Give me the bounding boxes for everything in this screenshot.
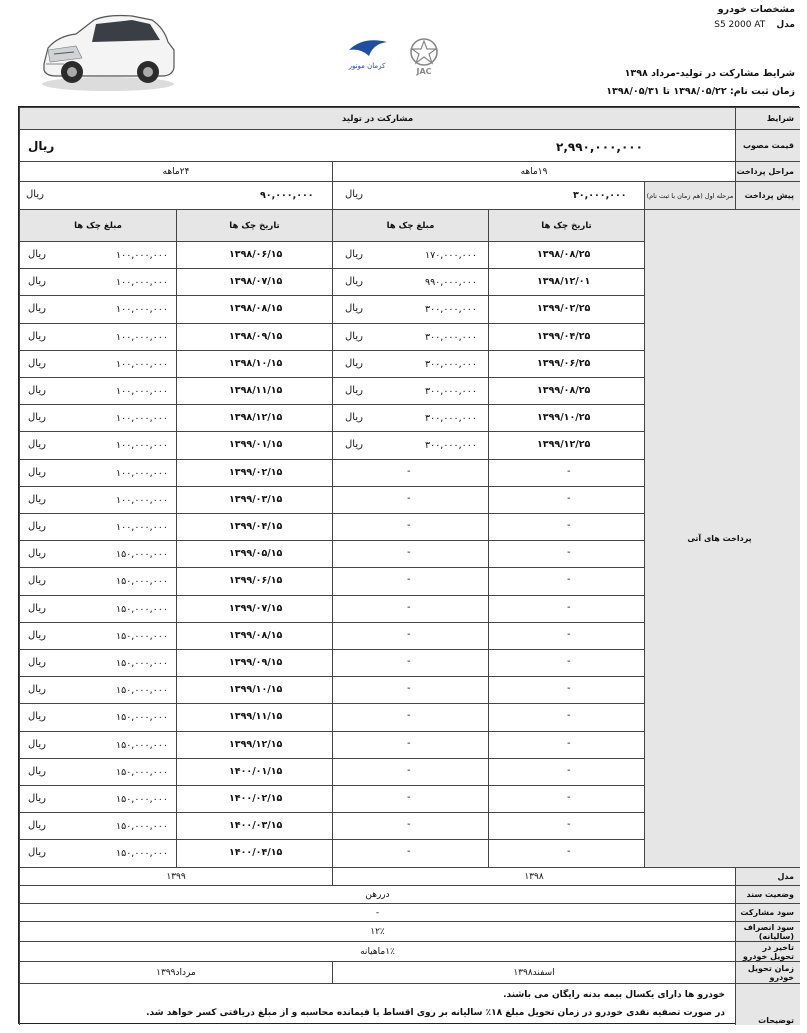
- plan24-date-cell: [176, 486, 332, 513]
- kerman-motor-logo: [343, 34, 391, 74]
- plan19-date-cell: [488, 731, 644, 758]
- delay-label: تاخیر در تحویل خودرو: [735, 941, 800, 961]
- plan24-date: ۱۳۹۹/۰۹/۱۵: [229, 657, 283, 668]
- plan19-date-dash: -: [567, 792, 571, 803]
- plan19-amount-cell: [332, 295, 488, 322]
- approved-price-label: قیمت مصوب: [735, 129, 800, 161]
- plan19-amount-dash: -: [407, 574, 411, 586]
- plan24-currency: ریال: [28, 847, 46, 859]
- plan24-date-cell: [176, 595, 332, 622]
- model-year-label: مدل: [735, 867, 800, 885]
- plan24-amount: ۱۵۰,۰۰۰,۰۰۰: [116, 739, 168, 751]
- plan19-currency: ریال: [345, 276, 363, 288]
- plan19-amount-cell: [332, 731, 488, 758]
- plan19-amount-dash: -: [407, 792, 411, 803]
- plan24-date-cell: [176, 731, 332, 758]
- first-stage-label: مرحله اول (هم زمان با ثبت نام): [644, 181, 735, 209]
- plan19-amount: ۳۰۰,۰۰۰,۰۰۰: [425, 413, 477, 425]
- plan24-currency: ریال: [28, 602, 46, 614]
- kerman-logo-text: کرمان موتور: [348, 62, 386, 70]
- plan24-date-cell: [176, 459, 332, 486]
- plan19-amount-cell: [332, 758, 488, 785]
- plan24-amount-cell: [19, 676, 176, 703]
- plan24-date: ۱۳۹۸/۱۰/۱۵: [229, 357, 283, 369]
- plan24-amount-cell: [19, 595, 176, 622]
- plan19-date-cell: [488, 649, 644, 676]
- model-label: مدل: [776, 20, 795, 30]
- plan24-amount-cell: [19, 459, 176, 486]
- plan24-amount: ۱۰۰,۰۰۰,۰۰۰: [116, 277, 168, 289]
- plan24-date-cell: [176, 295, 332, 322]
- plan19-amount-cell: [332, 540, 488, 567]
- plan24-amount: ۱۵۰,۰۰۰,۰۰۰: [116, 630, 168, 642]
- delivery-19: اسفند۱۳۹۸: [332, 961, 735, 983]
- plan24-amount-cell: [19, 350, 176, 377]
- plan19-date-cell: [488, 839, 644, 866]
- plan19-date-cell: [488, 431, 644, 458]
- plan24-date: ۱۳۹۸/۰۸/۱۵: [229, 303, 283, 315]
- plan24-amount: ۱۵۰,۰۰۰,۰۰۰: [116, 848, 168, 860]
- plan19-amount-cell: [332, 676, 488, 703]
- plan24-amount: ۱۵۰,۰۰۰,۰۰۰: [116, 712, 168, 724]
- plan19-amount-dash: -: [407, 764, 411, 776]
- plan24-date-header: تاریخ چک ها: [176, 209, 332, 241]
- plan24-date-cell: [176, 785, 332, 812]
- plan19-amount-dash: -: [407, 656, 411, 667]
- plan19-date-dash: -: [567, 656, 571, 667]
- plan24-date-cell: [176, 350, 332, 377]
- plan24-date: ۱۳۹۸/۰۶/۱۵: [229, 249, 283, 260]
- conditions-label: شرایط: [735, 107, 800, 129]
- plan19-date-cell: [488, 540, 644, 567]
- model-year-19: ۱۳۹۸: [332, 867, 735, 885]
- plan19-date: ۱۳۹۹/۰۸/۲۵: [537, 385, 591, 396]
- plan24-currency: ریال: [28, 684, 46, 696]
- plan24-amount: ۱۰۰,۰۰۰,۰۰۰: [116, 386, 168, 397]
- plan19-amount-cell: [332, 622, 488, 649]
- document-status: دررهن: [19, 885, 735, 903]
- plan24-amount-cell: [19, 839, 176, 866]
- plan19-currency: ریال: [345, 385, 363, 396]
- plan24-amount-cell: [19, 812, 176, 839]
- plan24-date-cell: [176, 431, 332, 458]
- plan24-date-cell: [176, 540, 332, 567]
- plan19-date-dash: -: [567, 710, 571, 722]
- plan24-date-cell: [176, 676, 332, 703]
- plan19-amount-dash: -: [407, 737, 411, 749]
- prepayment-label: پیش پرداخت: [735, 181, 800, 209]
- plan24-amount-cell: [19, 540, 176, 567]
- plan24-date-cell: [176, 377, 332, 404]
- plan19-amount: ۳۰۰,۰۰۰,۰۰۰: [425, 304, 477, 316]
- document-header: [0, 0, 807, 108]
- plan19-amount-cell: [332, 350, 488, 377]
- plan19-date-dash: -: [567, 547, 571, 559]
- notes-label: توضیحات: [735, 983, 800, 1025]
- plan24-date-cell: [176, 622, 332, 649]
- prepay-24-cell: [19, 181, 332, 209]
- payment-stages-label: مراحل پرداخت: [735, 161, 800, 181]
- plan19-date: ۱۳۹۸/۰۸/۲۵: [537, 249, 591, 260]
- vehicle-spec: [714, 4, 795, 30]
- plan19-amount-cell: [332, 812, 488, 839]
- prepay-24-currency: ریال: [26, 189, 44, 200]
- plan24-amount-cell: [19, 622, 176, 649]
- plan24-amount: ۱۵۰,۰۰۰,۰۰۰: [116, 576, 168, 588]
- plan24-date: ۱۴۰۰/۰۲/۱۵: [229, 793, 283, 804]
- plan19-amount-cell: [332, 404, 488, 431]
- plan19-date-cell: [488, 567, 644, 594]
- plan24-amount-cell: [19, 268, 176, 295]
- plan19-amount: ۳۰۰,۰۰۰,۰۰۰: [425, 331, 477, 343]
- plan19-amount: ۳۰۰,۰۰۰,۰۰۰: [425, 440, 477, 452]
- plan19-amount: ۹۹۰,۰۰۰,۰۰۰: [425, 277, 477, 289]
- plan24-currency: ریال: [28, 439, 46, 451]
- delay-value: ۱٪ماهیانه: [19, 941, 735, 961]
- plan19-currency: ریال: [345, 439, 363, 451]
- plan19-amount-cell: [332, 459, 488, 486]
- prepay-24-value: ۹۰,۰۰۰,۰۰۰: [260, 190, 314, 201]
- plan19-date-dash: -: [567, 683, 571, 695]
- plan24-amount: ۱۰۰,۰۰۰,۰۰۰: [116, 358, 168, 370]
- plan24-amount: ۱۰۰,۰۰۰,۰۰۰: [116, 413, 168, 425]
- plan24-amount: ۱۰۰,۰۰۰,۰۰۰: [116, 522, 168, 533]
- plan19-date-dash: -: [567, 764, 571, 776]
- document-status-label: وضعیت سند: [735, 885, 800, 903]
- plan19-amount-cell: [332, 785, 488, 812]
- plan24-amount: ۱۰۰,۰۰۰,۰۰۰: [116, 440, 168, 452]
- plan24-currency: ریال: [28, 820, 46, 832]
- plan24-date: ۱۳۹۹/۱۱/۱۵: [229, 711, 283, 723]
- plan19-amount-cell: [332, 567, 488, 594]
- plan19-amount: ۳۰۰,۰۰۰,۰۰۰: [425, 358, 477, 370]
- plan19-date-dash: -: [567, 846, 571, 858]
- future-payments-label: پرداخت های آتی: [644, 209, 800, 867]
- plan24-amount-cell: [19, 567, 176, 594]
- plan24-amount-cell: [19, 785, 176, 812]
- plan19-date: ۱۳۹۹/۱۰/۲۵: [537, 412, 591, 424]
- plan19-date-dash: -: [567, 520, 571, 531]
- plan19-date-cell: [488, 513, 644, 540]
- approved-price-currency: ریال: [28, 139, 55, 153]
- plan-19-header: ۱۹ماهه: [332, 161, 735, 181]
- plan19-date-cell: [488, 350, 644, 377]
- plan19-amount: ۱۷۰,۰۰۰,۰۰۰: [425, 250, 477, 261]
- plan19-amount-dash: -: [407, 683, 411, 695]
- plan24-amount-cell: [19, 758, 176, 785]
- plan19-amount-cell: [332, 513, 488, 540]
- plan24-amount-header: مبلغ چک ها: [19, 209, 176, 241]
- plan24-date: ۱۴۰۰/۰۱/۱۵: [229, 765, 283, 777]
- plan24-date: ۱۳۹۸/۰۹/۱۵: [229, 330, 283, 342]
- plan19-amount-dash: -: [407, 547, 411, 559]
- plan24-date: ۱۳۹۹/۱۰/۱۵: [229, 684, 283, 696]
- prepay-19-value: ۳۰,۰۰۰,۰۰۰: [573, 190, 627, 201]
- plan24-currency: ریال: [28, 629, 46, 641]
- plan24-amount-cell: [19, 486, 176, 513]
- plan24-amount-cell: [19, 404, 176, 431]
- plan19-amount-dash: -: [407, 465, 411, 477]
- notes-cell: [19, 983, 735, 1025]
- plan19-date-cell: [488, 323, 644, 350]
- plan24-date-cell: [176, 268, 332, 295]
- plan24-date: ۱۳۹۸/۰۷/۱۵: [229, 276, 283, 288]
- plan19-amount-dash: -: [407, 819, 411, 831]
- plan19-date-dash: -: [567, 601, 571, 613]
- plan24-currency: ریال: [28, 657, 46, 668]
- plan24-date: ۱۳۹۹/۰۱/۱۵: [229, 439, 283, 451]
- plan19-currency: ریال: [345, 303, 363, 315]
- plan24-amount-cell: [19, 295, 176, 322]
- conditions-title: شرایط مشارکت در تولید-مرداد ۱۳۹۸: [624, 68, 795, 79]
- plan24-date-cell: [176, 323, 332, 350]
- jac-logo: [398, 36, 450, 76]
- plan19-date-cell: [488, 676, 644, 703]
- plan24-currency: ریال: [28, 330, 46, 342]
- plan19-date-dash: -: [567, 492, 571, 504]
- jac-logo-text: JAC: [416, 67, 432, 76]
- partnership-profit-label: سود مشارکت: [735, 903, 800, 921]
- plan19-date-cell: [488, 758, 644, 785]
- plan24-amount: ۱۰۰,۰۰۰,۰۰۰: [116, 331, 168, 343]
- plan19-amount-header: مبلغ چک ها: [332, 209, 488, 241]
- terms-table: [18, 106, 799, 1024]
- plan24-amount: ۱۵۰,۰۰۰,۰۰۰: [116, 766, 168, 778]
- plan19-date-cell: [488, 404, 644, 431]
- registration-value: ۱۳۹۸/۰۵/۲۲ تا ۱۳۹۸/۰۵/۳۱: [606, 86, 727, 97]
- plan19-amount-cell: [332, 241, 488, 268]
- plan24-amount-cell: [19, 703, 176, 730]
- plan19-amount-cell: [332, 377, 488, 404]
- spec-title: مشخصات خودرو: [717, 4, 795, 15]
- partnership-profit: -: [19, 903, 735, 921]
- plan24-currency: ریال: [28, 738, 46, 750]
- delivery-24: مرداد۱۳۹۹: [19, 961, 332, 983]
- plan24-date: ۱۳۹۹/۰۲/۱۵: [229, 466, 283, 478]
- plan24-amount: ۱۵۰,۰۰۰,۰۰۰: [116, 794, 168, 805]
- plan19-amount-cell: [332, 595, 488, 622]
- car-image: [36, 6, 181, 96]
- plan19-amount-cell: [332, 268, 488, 295]
- plan24-amount: ۱۵۰,۰۰۰,۰۰۰: [116, 821, 168, 833]
- plan24-date-cell: [176, 404, 332, 431]
- plan19-amount-dash: -: [407, 601, 411, 613]
- plan24-currency: ریال: [28, 493, 46, 505]
- plan24-date: ۱۳۹۹/۰۵/۱۵: [229, 548, 283, 560]
- plan19-date-cell: [488, 486, 644, 513]
- approved-price-cell: [19, 129, 735, 161]
- plan24-amount: ۱۰۰,۰۰۰,۰۰۰: [116, 467, 168, 479]
- plan19-date: ۱۳۹۹/۱۲/۲۵: [537, 439, 591, 451]
- plan19-date-cell: [488, 377, 644, 404]
- plan19-date: ۱۳۹۹/۰۲/۲۵: [537, 303, 591, 315]
- plan24-date: ۱۳۹۹/۰۳/۱۵: [229, 493, 283, 505]
- plan24-date: ۱۳۹۸/۱۱/۱۵: [229, 385, 283, 396]
- plan24-amount: ۱۰۰,۰۰۰,۰۰۰: [116, 250, 168, 261]
- plan24-amount: ۱۵۰,۰۰۰,۰۰۰: [116, 603, 168, 615]
- plan19-date: ۱۳۹۹/۰۴/۲۵: [537, 330, 591, 342]
- plan19-amount-dash: -: [407, 710, 411, 722]
- plan24-currency: ریال: [28, 575, 46, 587]
- plan24-amount-cell: [19, 649, 176, 676]
- plan19-amount-cell: [332, 486, 488, 513]
- plan24-currency: ریال: [28, 765, 46, 777]
- plan19-date-cell: [488, 703, 644, 730]
- plan19-amount-cell: [332, 323, 488, 350]
- plan19-amount-cell: [332, 431, 488, 458]
- plan24-date: ۱۳۹۹/۰۷/۱۵: [229, 602, 283, 614]
- delivery-label: زمان تحویل خودرو: [735, 961, 800, 983]
- plan24-amount-cell: [19, 731, 176, 758]
- plan19-amount-cell: [332, 703, 488, 730]
- model-year-24: ۱۳۹۹: [19, 867, 332, 885]
- plan19-currency: ریال: [345, 249, 363, 260]
- plan19-date: ۱۳۹۹/۰۶/۲۵: [537, 357, 591, 369]
- plan19-amount-dash: -: [407, 520, 411, 531]
- plan24-date-cell: [176, 839, 332, 866]
- plan24-currency: ریال: [28, 793, 46, 804]
- plan19-date-dash: -: [567, 737, 571, 749]
- plan19-date-cell: [488, 459, 644, 486]
- plan24-date-cell: [176, 513, 332, 540]
- registration-period: [606, 86, 795, 97]
- plan24-amount: ۱۵۰,۰۰۰,۰۰۰: [116, 658, 168, 669]
- plan19-currency: ریال: [345, 357, 363, 369]
- plan19-date-dash: -: [567, 819, 571, 831]
- plan19-date-cell: [488, 268, 644, 295]
- prepay-19-currency: ریال: [345, 189, 363, 200]
- plan24-date: ۱۳۹۹/۰۴/۱۵: [229, 521, 283, 532]
- plan24-amount-cell: [19, 241, 176, 268]
- plan19-currency: ریال: [345, 412, 363, 424]
- registration-label: زمان ثبت نام:: [729, 86, 795, 97]
- cancellation-profit-label: سود انصراف (سالیانه): [735, 921, 800, 941]
- plan19-amount-dash: -: [407, 846, 411, 858]
- plan19-amount-cell: [332, 839, 488, 866]
- plan24-currency: ریال: [28, 385, 46, 396]
- plan24-date-cell: [176, 649, 332, 676]
- plan24-date-cell: [176, 241, 332, 268]
- plan24-date: ۱۳۹۹/۰۶/۱۵: [229, 575, 283, 587]
- plan24-date: ۱۳۹۸/۱۲/۱۵: [229, 412, 283, 424]
- plan24-date: ۱۳۹۹/۱۲/۱۵: [229, 738, 283, 750]
- plan24-date-cell: [176, 812, 332, 839]
- plan24-amount: ۱۰۰,۰۰۰,۰۰۰: [116, 304, 168, 316]
- plan19-date: ۱۳۹۸/۱۲/۰۱: [537, 276, 591, 288]
- plan24-amount: ۱۵۰,۰۰۰,۰۰۰: [116, 549, 168, 561]
- plan19-date-cell: [488, 241, 644, 268]
- plan19-date-cell: [488, 785, 644, 812]
- plan19-date-dash: -: [567, 574, 571, 586]
- prepay-19-cell: [332, 181, 644, 209]
- plan24-currency: ریال: [28, 412, 46, 424]
- plan24-amount-cell: [19, 377, 176, 404]
- model-row: [714, 20, 795, 30]
- plan19-date-cell: [488, 295, 644, 322]
- plan24-date-cell: [176, 703, 332, 730]
- plan24-date: ۱۴۰۰/۰۳/۱۵: [229, 820, 283, 832]
- plan19-date-header: تاریخ چک ها: [488, 209, 644, 241]
- note-2: در صورت تصفیه نقدی خودرو در زمان تحویل مبلغ ۱۸٪ سالیانه بر روی اقساط با فیمانده محاسبه و از مبلغ دریافتی کسر خواهد شد.: [146, 1008, 725, 1018]
- plan24-date: ۱۴۰۰/۰۴/۱۵: [229, 847, 283, 859]
- plan-24-header: ۲۴ماهه: [19, 161, 332, 181]
- plan24-currency: ریال: [28, 521, 46, 532]
- plan19-date-cell: [488, 595, 644, 622]
- plan24-date: ۱۳۹۹/۰۸/۱۵: [229, 629, 283, 641]
- plan19-date-dash: -: [567, 465, 571, 477]
- plan19-amount: ۳۰۰,۰۰۰,۰۰۰: [425, 386, 477, 397]
- plan24-currency: ریال: [28, 548, 46, 560]
- plan24-amount: ۱۰۰,۰۰۰,۰۰۰: [116, 494, 168, 506]
- plan24-amount: ۱۵۰,۰۰۰,۰۰۰: [116, 685, 168, 697]
- plan24-amount-cell: [19, 431, 176, 458]
- plan24-amount-cell: [19, 513, 176, 540]
- plan24-currency: ریال: [28, 466, 46, 478]
- note-1: خودرو ها دارای یکسال بیمه بدنه رایگان می باشند.: [503, 990, 725, 1000]
- plan24-currency: ریال: [28, 276, 46, 288]
- section-title: مشارکت در تولید: [19, 107, 735, 129]
- plan24-currency: ریال: [28, 711, 46, 723]
- plan24-date-cell: [176, 758, 332, 785]
- approved-price-value: ۲,۹۹۰,۰۰۰,۰۰۰: [556, 140, 643, 154]
- plan24-date-cell: [176, 567, 332, 594]
- plan24-currency: ریال: [28, 357, 46, 369]
- plan19-date-cell: [488, 812, 644, 839]
- plan19-date-cell: [488, 622, 644, 649]
- model-value: S5 2000 AT: [714, 20, 766, 30]
- plan19-date-dash: -: [567, 628, 571, 640]
- plan24-amount-cell: [19, 323, 176, 350]
- plan19-amount-dash: -: [407, 628, 411, 640]
- plan19-amount-dash: -: [407, 492, 411, 504]
- plan24-currency: ریال: [28, 303, 46, 315]
- plan19-amount-cell: [332, 649, 488, 676]
- plan19-currency: ریال: [345, 330, 363, 342]
- plan24-currency: ریال: [28, 249, 46, 260]
- cancellation-profit: ۱۲٪: [19, 921, 735, 941]
